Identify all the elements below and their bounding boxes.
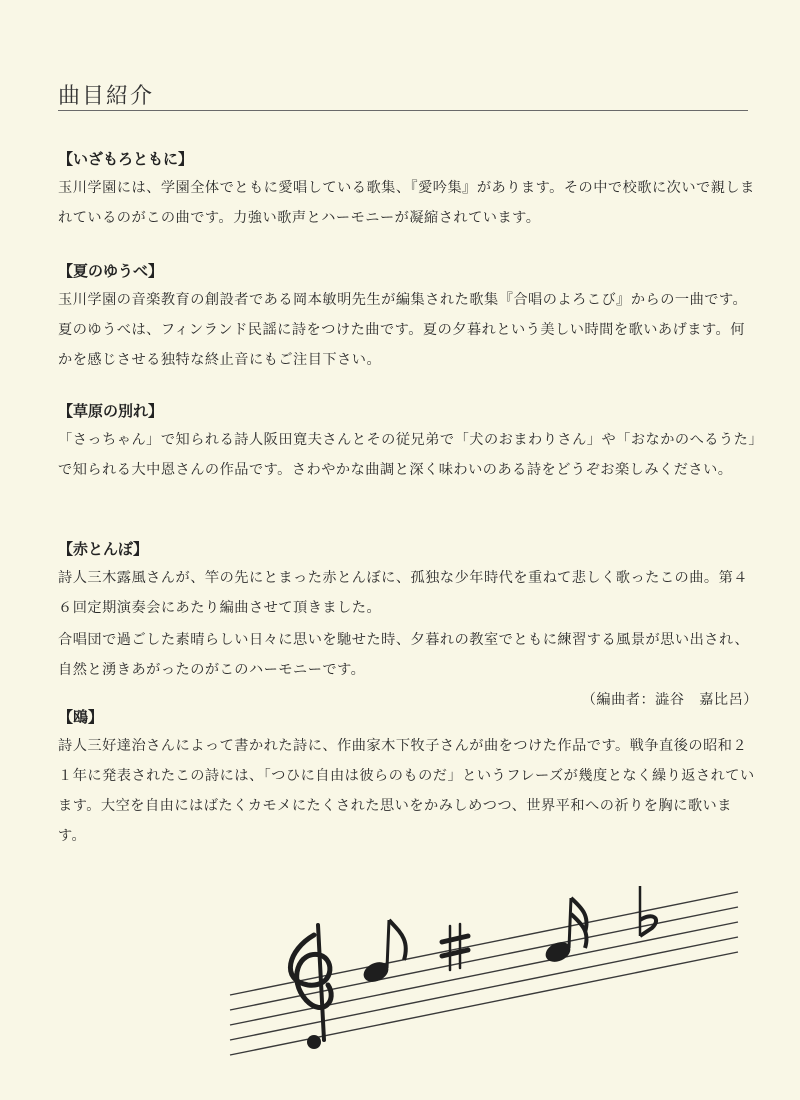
sixteenth-note-icon bbox=[542, 898, 586, 966]
section-paragraph: 詩人三木露風さんが、竿の先にとまった赤とんぼに、孤独な少年時代を重ねて悲しく歌ったこの曲。第４６回定期演奏会にあたり編曲させて頂きました。 bbox=[58, 570, 748, 616]
section-title: 【鴎】 bbox=[58, 708, 104, 726]
section-kamome bbox=[58, 706, 758, 851]
section-izamorotomoni bbox=[58, 148, 758, 233]
staff-lines bbox=[230, 892, 738, 1055]
section-title: 【いざもろともに】 bbox=[58, 150, 194, 168]
section-paragraph: 玉川学園の音楽教育の創設者である岡本敏明先生が編集された歌集『合唱のよろこび』からの一曲です。夏のゆうべは、フィンランド民謡に詩をつけた曲です。夏の夕暮れという美しい時間を歌いあげます。何かを感じさせる独特な終止音にもご注目下さい。 bbox=[58, 292, 748, 368]
section-paragraph: 玉川学園には、学園全体でともに愛唱している歌集、『愛吟集』があります。その中で校歌に次いで親しまれているのがこの曲です。力強い歌声とハーモニーが凝縮されています。 bbox=[58, 180, 755, 226]
arranger-credit: （編曲者：澁谷 嘉比呂） bbox=[581, 692, 758, 708]
section-body bbox=[58, 731, 758, 851]
music-staff-decoration bbox=[228, 880, 748, 1070]
section-title: 【赤とんぼ】 bbox=[58, 540, 149, 558]
section-natsu-no-yuube bbox=[58, 260, 758, 375]
section-body bbox=[58, 173, 758, 233]
title-divider bbox=[58, 110, 748, 111]
section-paragraph: 合唱団で過ごした素晴らしい日々に思いを馳せた時、夕暮れの教室でともに練習する風景が思い出され、自然と湧きあがったのがこのハーモニーです。 bbox=[58, 632, 750, 678]
section-title: 【草原の別れ】 bbox=[58, 402, 164, 420]
section-title: 【夏のゆうべ】 bbox=[58, 262, 164, 280]
section-akatonbo bbox=[58, 538, 758, 715]
section-body bbox=[58, 425, 758, 485]
section-paragraph: 詩人三好達治さんによって書かれた詩に、作曲家木下牧子さんが曲をつけた作品です。戦争直後の昭和２１年に発表されたこの詩には、「つひに自由は彼らのものだ」というフレーズが幾度となく繰り返されています。大空を自由にはばたくカモメにたくされた思いをかみしめつつ、世界平和への祈りを胸に歌います。 bbox=[58, 738, 755, 844]
page-title: 曲目紹介 bbox=[58, 83, 155, 109]
section-sougen-no-wakare bbox=[58, 400, 758, 485]
section-body bbox=[58, 563, 758, 715]
treble-clef-icon bbox=[290, 925, 331, 1049]
section-body bbox=[58, 285, 758, 375]
section-paragraph: 「さっちゃん」で知られる詩人阪田寛夫さんとその従兄弟で「犬のおまわりさん」や「おなかのへるうた」で知られる大中恩さんの作品です。さわやかな曲調と深く味わいのある詩をどうぞお楽しみください。 bbox=[58, 432, 756, 478]
